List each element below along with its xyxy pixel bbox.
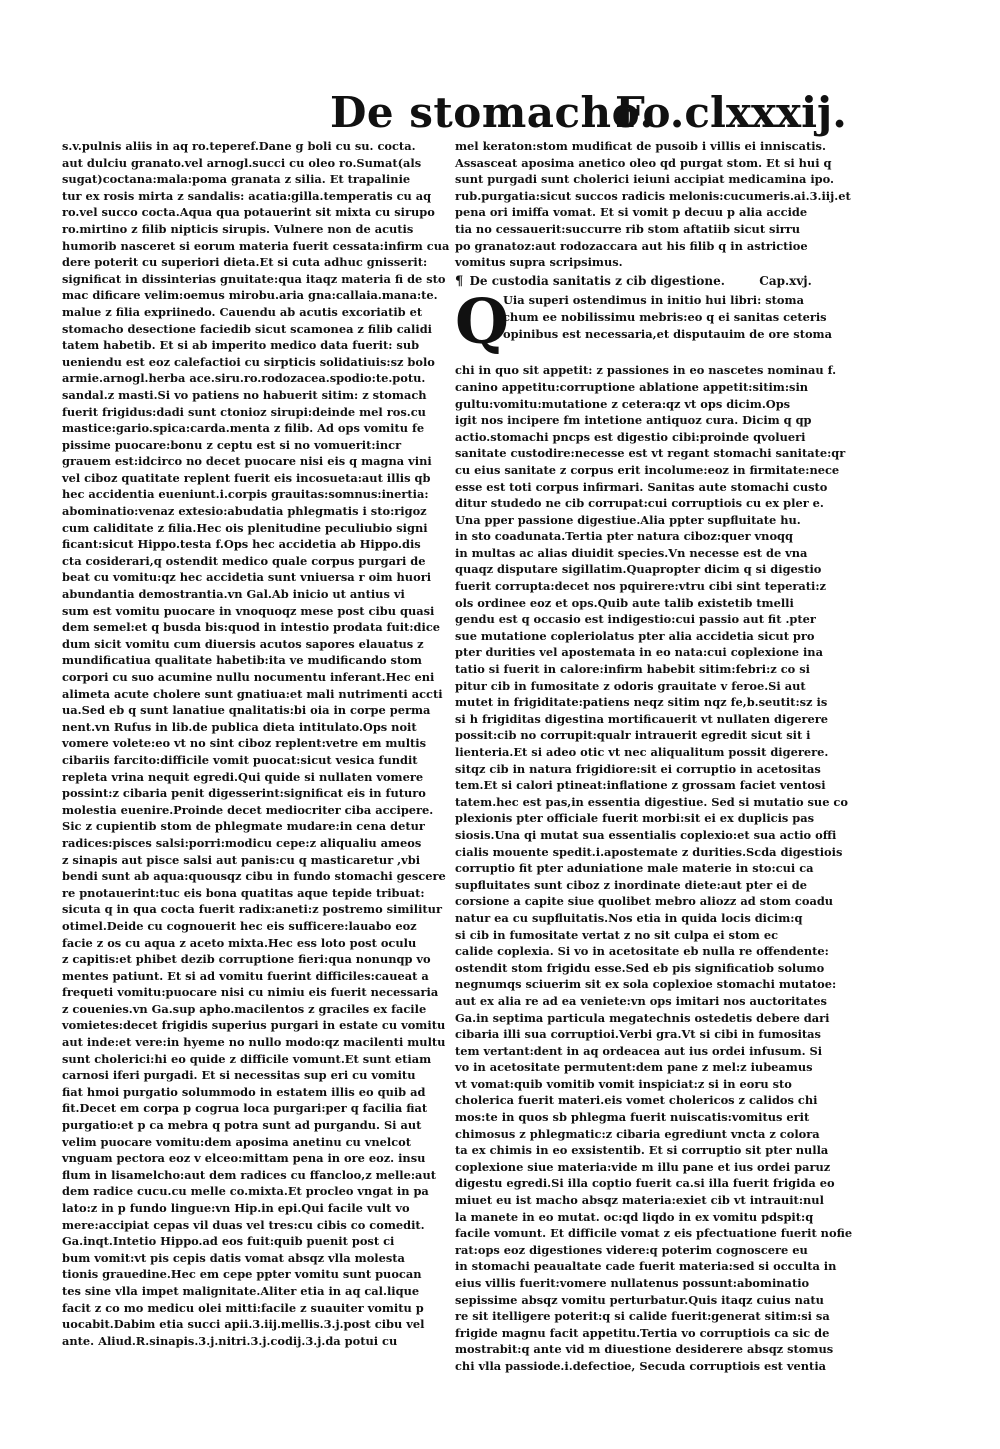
text-line: Uia superi ostendimus in initio hui libri: stoma <box>503 293 804 308</box>
left-text-column <box>62 138 450 1348</box>
text-line: tatio si fuerit in calore:infirm habebit sitim:febri:z co si <box>455 662 810 677</box>
text-line: mel keraton:stom mudificat de pusoib i villis ei inniscatis. <box>455 139 826 153</box>
text-line: opinibus est necessaria,et disputauim de ore stoma <box>503 326 832 341</box>
text-line: tatem.hec est pas,in essentia digestiue. Sed si mutatio sue co <box>455 794 848 809</box>
text-line: tionis grauedine.Hec em cepe ppter vomitu sunt puocan <box>62 1267 422 1282</box>
text-line: purgatio:et p ca mebra q potra sunt ad purgandu. Si aut <box>62 1118 422 1133</box>
text-line: in sto coadunata.Tertia pter natura ciboz:quer vnoqq <box>455 529 793 544</box>
text-line: Ga.inqt.Intetio Hippo.ad eos fuit:quib puenit post ci <box>62 1234 395 1249</box>
text-line: facit z co mo medicu olei mitti:facile z suauiter vomitu p <box>62 1300 424 1315</box>
text-line: re pnotauerint:tuc eis bona quatitas aque tepide tribuat: <box>62 885 425 900</box>
text-line: actio.stomachi pncps est digestio cibi:proinde qvolueri <box>455 429 806 444</box>
text-line: dere poterit cu superiori dieta.Et si cuta adhuc gnisserit: <box>62 255 428 270</box>
text-line: tia no cessauerit:succurre rib stom aftatiib sicut sirru <box>455 221 801 236</box>
right-column-body-text <box>455 362 853 1374</box>
text-line: calide coplexia. Si vo in acetositate eb nulla re offendente: <box>455 944 829 959</box>
text-line: eius villis fuerit:vomere nullatenus possunt:abominatio <box>455 1276 810 1290</box>
text-line: cibaria illi sua corruptioi.Verbi gra.Vt si cibi in fumositas <box>455 1027 821 1042</box>
text-line: mere:accipiat cepas vil duas vel tres:cu cibis co comedit. <box>62 1217 425 1232</box>
text-line: vomietes:decet frigidis superius purgari in estate cu vomitu <box>62 1018 446 1033</box>
text-line: plexionis pter officiale fuerit morbi:sit ei ex duplicis pas <box>455 811 815 826</box>
text-line: carnosi iferi purgadi. Et si necessitas sup eri cu vomitu <box>62 1068 416 1083</box>
text-line: sandal.z masti.Si vo patiens no habuerit sitim: z stomach <box>62 387 427 402</box>
text-line: vnguam pectora eoz v elceo:mittam pena in ore eoz. insu <box>62 1151 426 1166</box>
decorated-initial-letter: Q <box>455 285 510 359</box>
chapter-heading <box>455 273 825 291</box>
text-line: coplexione siue materia:vide m illu pane et ius ordei paruz <box>455 1159 831 1174</box>
text-line: nent.vn Rufus in lib.de publica dieta intitulato.Ops noit <box>62 719 417 734</box>
paragraph-mark-icon: ¶ <box>455 273 464 289</box>
text-line: vel ciboz quatitate replent fuerit eis incosueta:aut illis qb <box>62 470 431 485</box>
text-line: mutet in frigiditate:patiens neqz sitim nqz fe,b.seutit:sz is <box>455 695 828 710</box>
text-line: stomacho desectione faciedib sicut scamonea z filib calidi <box>62 321 432 336</box>
text-line: si h frigiditas digestina mortificauerit vt nullaten digerere <box>455 711 829 726</box>
text-line: radices:pisces salsi:porri:modicu cepe:z aliqualiu ameos <box>62 835 422 850</box>
text-line: chimosus z phlegmatic:z cibaria egrediunt vncta z colora <box>455 1126 820 1141</box>
text-line: pitur cib in fumositate z odoris grauitate v feroe.Si aut <box>455 678 806 693</box>
text-line: ditur studedo ne cib corrupat:cui corruptiois cu ex pler e. <box>455 496 824 511</box>
text-line: sue mutatione copleriolatus pter alia accidetia sicut pro <box>455 628 815 643</box>
text-line: abundantia demostrantia.vn Gal.Ab inicio ut antius vi <box>62 587 405 602</box>
text-line: mostrabit:q ante vid m diuestione desiderere absqz stomus <box>455 1342 834 1357</box>
text-line: tur ex rosis mirta z sandalis: acatia:gilla.temperatis cu aq <box>62 188 432 203</box>
text-line: corsione a capite siue quolibet mebro aliozz ad stom coadu <box>455 894 834 909</box>
text-line: z couenies.vn Ga.sup apho.macilentos z graciles ex facile <box>62 1001 427 1016</box>
text-line: mundificatiua qualitate habetib:ita ve mudificando stom <box>62 653 422 668</box>
text-line: tes sine vlla impet malignitate.Aliter etia in aq cal.lique <box>62 1283 420 1298</box>
text-line: ta ex chimis in eo exsistentib. Et si corruptio sit pter nulla <box>455 1143 829 1158</box>
text-line: Assasceat aposima anetico oleo qd purgat stom. Et si hui q <box>455 155 832 170</box>
text-line: dum sicit vomitu cum diuersis acutos sapores elauatus z <box>62 636 424 651</box>
text-line: sugat)coctana:mala:poma granata z silia. Et trapalinie <box>62 172 411 187</box>
text-line: cibariis farcito:difficile vomit puocat:sicut vesica fundit <box>62 752 418 767</box>
text-line: cta cosiderari,q ostendit medico quale corpus purgari de <box>62 553 426 568</box>
text-line: armie.arnogl.herba ace.siru.ro.rodozacea.spodio:te.potu. <box>62 371 426 386</box>
text-line: Una pper passione digestiue.Alia ppter supfluitate hu. <box>455 512 801 527</box>
text-line: gendu est q occasio est indigestio:cui passio aut fit .pter <box>455 612 816 627</box>
text-line: rat:ops eoz digestiones videre:q poterim cognoscere eu <box>455 1242 808 1257</box>
text-line: aut ex alia re ad ea veniete:vn ops imitari nos auctoritates <box>455 993 827 1008</box>
text-line: canino appetitu:corruptione ablatione appetit:sitim:sin <box>455 379 809 394</box>
text-line: corruptio fit pter aduniatione male materie in sto:cui ca <box>455 861 814 876</box>
text-line: sum est vomitu puocare in vnoquoqz mese post cibu quasi <box>62 603 435 618</box>
text-line: sepissime absqz vomitu perturbatur.Quis itaqz cuius natu <box>455 1292 824 1307</box>
text-line: bum vomit:vt pis cepis datis vomat absqz vlla molesta <box>62 1250 405 1265</box>
text-line: facie z os cu aqua z aceto mixta.Hec ess loto post oculu <box>62 935 417 950</box>
text-line: si cib in fumositate vertat z no sit culpa ei stom ec <box>455 927 779 942</box>
text-line: possit:cib no corrupit:qualr intrauerit egredit sicut sit i <box>455 728 811 743</box>
text-line: pter durities vel apostemata in eo nata:cui coplexione ina <box>455 645 823 660</box>
text-line: uocabit.Dabim etia succi apii.3.iij.mellis.3.j.post cibu vel <box>62 1317 425 1332</box>
text-line: vomitus supra scripsimus. <box>455 255 623 270</box>
text-line: cu eius sanitate z corpus erit incolume:eoz in firmitate:nece <box>455 462 840 477</box>
text-line: dem semel:et q busda bis:quod in intestio prodata fuit:dice <box>62 620 440 635</box>
text-line: tatem habetib. Et si ab imperito medico data fuerit: sub <box>62 338 420 353</box>
text-line: lienteria.Et si adeo otic vt nec aliqualitum possit digerere. <box>455 745 829 759</box>
text-line: chi vlla passiode.i.defectioe, Secuda corruptiois est ventia <box>455 1358 827 1373</box>
text-line: ols ordinee eoz et ops.Quib aute talib existetib tmelli <box>455 595 794 610</box>
text-line: cholerica fuerit materi.eis vomet cholericos z calidos chi <box>455 1093 818 1108</box>
text-line: fuerit corrupta:decet nos pquirere:vtru cibi sint teperati:z <box>455 579 826 594</box>
initial-paragraph-lines <box>455 292 832 342</box>
text-line: digestu egredi.Si illa coptio fuerit ca.si illa fuerit frigida eo <box>455 1176 835 1191</box>
text-line: vo in acetositate permutent:dem pane z mel:z iubeamus <box>455 1060 813 1075</box>
text-line: chi in quo sit appetit: z passiones in eo nascetes nominau f. <box>455 363 837 378</box>
text-line: velim puocare vomitu:dem aposima anetinu cu vnelcot <box>62 1134 412 1149</box>
text-line: malue z filia expriinedo. Cauendu ab acutis excoriatib et <box>62 304 423 319</box>
text-line: dem radice cucu.cu melle co.mixta.Et procleo vngat in pa <box>62 1184 429 1199</box>
text-line: mac dificare velim:oemus mirobu.aria gna:callaia.mana:te. <box>62 288 438 303</box>
text-line: flum in lisamelcho:aut dem radices cu ffancloo,z melle:aut <box>62 1167 436 1182</box>
text-line: fuerit frigidus:dadi sunt ctonioz sirupi:deinde mel ros.cu <box>62 404 426 419</box>
text-line: pena ori imiffa vomat. Et si vomit p decuu p alia accide <box>455 205 808 220</box>
text-line: natur ea cu supfluitatis.Nos etia in quida locis dicim:q <box>455 910 803 925</box>
text-line: ua.Sed eb q sunt lanatiue qnalitatis:bi oia in corpe perma <box>62 703 431 718</box>
text-line: mentes patiunt. Et si ad vomitu fuerint difficiles:caueat a <box>62 968 429 983</box>
text-line: ante. Aliud.R.sinapis.3.j.nitri.3.j.codij.3.j.da potui cu <box>62 1333 398 1348</box>
text-line: supfluitates sunt ciboz z inordinate diete:aut pter ei de <box>455 877 807 892</box>
text-line: fiat hmoi purgatio solummodo in estatem illis eo quib ad <box>62 1084 426 1099</box>
text-line: chum ee nobilissimu mebris:eo q ei sanitas ceteris <box>503 309 827 324</box>
initial-paragraph <box>455 285 832 362</box>
text-line: lato:z in p fundo lingue:vn Hip.in epi.Qui facile vult vo <box>62 1201 410 1215</box>
text-line: fit.Decet em corpa p cogrua loca purgari:per q facilia fiat <box>62 1101 428 1116</box>
text-line: alimeta acute cholere sunt gnatiua:et mali nutrimenti accti <box>62 686 443 701</box>
right-text-column <box>455 138 853 1373</box>
text-line: negnumqs sciuerim sit ex sola coplexioe stomachi mutatoe: <box>455 977 837 992</box>
text-line: pissime puocare:bonu z ceptu est si no vomuerit:incr <box>62 437 402 452</box>
text-line: repleta vrina nequit egredi.Qui quide si nullaten vomere <box>62 769 424 784</box>
text-line: la manete in eo mutat. oc:qd liqdo in ex vomitu pdspit:q <box>455 1209 814 1224</box>
text-line: facile vomunt. Et difficile vomat z eis pfectuatione fuerit nofie <box>455 1226 853 1241</box>
text-line: beat cu vomitu:qz hec accidetia sunt vniuersa r oim huori <box>62 570 432 585</box>
text-line: frequeti vomitu:puocare nisi cu nimiu eis fuerit necessaria <box>62 985 439 1000</box>
text-line: grauem est:idcirco no decet puocare nisi eis q magna vini <box>62 454 432 469</box>
running-head: De stomacho. <box>330 88 655 137</box>
text-line: humorib nasceret si eorum materia fuerit cessata:infirm cua <box>62 238 450 253</box>
text-line: molestia euenire.Proinde decet mediocriter ciba accipere. <box>62 802 434 817</box>
text-line: mos:te in quos sb phlegma fuerit nuiscatis:vomitus erit <box>455 1110 810 1125</box>
text-line: tem.Et si calori ptineat:inflatione z grossam faciet ventosi <box>455 778 826 793</box>
text-line: cum caliditate z filia.Hec ois plenitudine peculiubio signi <box>62 520 428 535</box>
text-line: Ga.in septima particula megatechnis ostedetis debere dari <box>455 1010 830 1025</box>
text-line: z sinapis aut pisce salsi aut panis:cu q masticaretur ,vbi <box>62 852 421 867</box>
text-line: po granatoz:aut rodozaccara aut his filib q in astrictioe <box>455 238 808 253</box>
text-line: tem vertant:dent in aq ordeacea aut ius ordei infusum. Si <box>455 1043 823 1058</box>
text-line: sitqz cib in natura frigidiore:sit ei corruptio in acetositas <box>455 761 821 776</box>
text-line: in multas ac alias diuidit species.Vn necesse est de vna <box>455 545 808 560</box>
text-line: in stomachi peaualtate cade fuerit materia:sed si occulta in <box>455 1259 837 1274</box>
text-line: mastice:gario.spica:carda.menta z filib. Ad ops vomitu fe <box>62 421 425 436</box>
text-line: aut dulciu granato.vel arnogl.succi cu oleo ro.Sumat(als <box>62 155 422 170</box>
text-line: siosis.Una qi mutat sua essentialis coplexio:et sua actio offi <box>455 827 837 842</box>
text-line: aut inde:et vere:in hyeme no nullo modo:qz macilenti multu <box>62 1035 446 1050</box>
text-line: sanitate custodire:necesse est vt regant stomachi sanitate:qr <box>455 446 846 461</box>
chapter-title: De custodia sanitatis z cib digestione. <box>469 273 725 288</box>
text-line: vomere volete:eo vt no sint ciboz replent:vetre em multis <box>62 736 427 751</box>
text-line: sicuta q in qua cocta fuerit radix:aneti:z postremo similitur <box>62 902 442 917</box>
text-line: significat in dissinterias gnuitate:qua itaqz materia fi de sto <box>62 271 446 286</box>
chapter-number: Cap.xvj. <box>759 273 812 288</box>
text-line: quaqz disputare sigillatim.Quapropter dicim q si digestio <box>455 562 822 577</box>
text-line: esse est toti corpus infirmari. Sanitas aute stomachi custo <box>455 479 828 494</box>
text-line: igit nos incipere fm intetione antiquoz cura. Dicim q qp <box>455 413 812 428</box>
text-line: re sit itelligere poterit:q si calide fuerit:generat sitim:si sa <box>455 1309 830 1324</box>
text-line: sunt cholerici:hi eo quide z difficile vomunt.Et sunt etiam <box>62 1051 432 1066</box>
text-line: corpori cu suo acumine nullu nocumentu inferant.Hec eni <box>62 670 435 684</box>
text-line: bendi sunt ab aqua:quousqz cibu in fundo stomachi gescere <box>62 869 446 884</box>
text-line: s.v.pulnis aliis in aq ro.teperef.Dane g boli cu su. cocta. <box>62 139 416 153</box>
text-line: cialis mouente spedit.i.apostemate z durities.Scda digestiois <box>455 844 843 859</box>
text-line: miuet eu ist macho absqz materia:exiet cib vt intrauit:nul <box>455 1193 824 1208</box>
text-line: rub.purgatia:sicut succos radicis melonis:cucumeris.ai.3.iij.et <box>455 188 851 203</box>
text-line: sunt purgadi sunt cholerici ieiuni accipiat medicamina ipo. <box>455 172 835 187</box>
text-line: vt vomat:quib vomitib vomit inspiciat:z si in eoru sto <box>455 1076 792 1091</box>
text-line: otimel.Deide cu cognouerit hec eis sufficere:lauabo eoz <box>62 918 417 933</box>
text-line: ro.vel succo cocta.Aqua qua potauerint sit mixta cu sirupo <box>62 205 435 220</box>
text-line: z capitis:et phibet dezib corruptione fieri:qua nonunqp vo <box>62 952 431 967</box>
right-column-top-text <box>455 138 851 271</box>
folio-number: Fo.clxxxij. <box>615 88 847 137</box>
text-line: ostendit stom frigidu esse.Sed eb pis significatiob solumo <box>455 960 825 975</box>
text-line: ro.mirtino z filib nipticis sirupis. Vulnere non de acutis <box>62 221 414 236</box>
text-line: frigide magnu facit appetitu.Tertia vo corruptiois ca sic de <box>455 1325 830 1340</box>
text-line: possint:z cibaria penit digesserint:significat eis in futuro <box>62 786 426 801</box>
text-line: abominatio:venaz extesio:abudatia phlegmatis i sto:rigoz <box>62 504 427 519</box>
text-line: ueniendu est eoz calefactioi cu sirpticis solidatiuis:sz bolo <box>62 354 435 369</box>
text-line: Sic z cupientib stom de phlegmate mudare:in cena detur <box>62 819 425 834</box>
text-line: ficant:sicut Hippo.testa f.Ops hec accidetia ab Hippo.dis <box>62 537 421 552</box>
text-line: gultu:vomitu:mutatione z cetera:qz vt ops dicim.Ops <box>455 396 791 411</box>
text-line: hec accidentia eueniunt.i.corpis grauitas:somnus:inertia: <box>62 487 429 502</box>
